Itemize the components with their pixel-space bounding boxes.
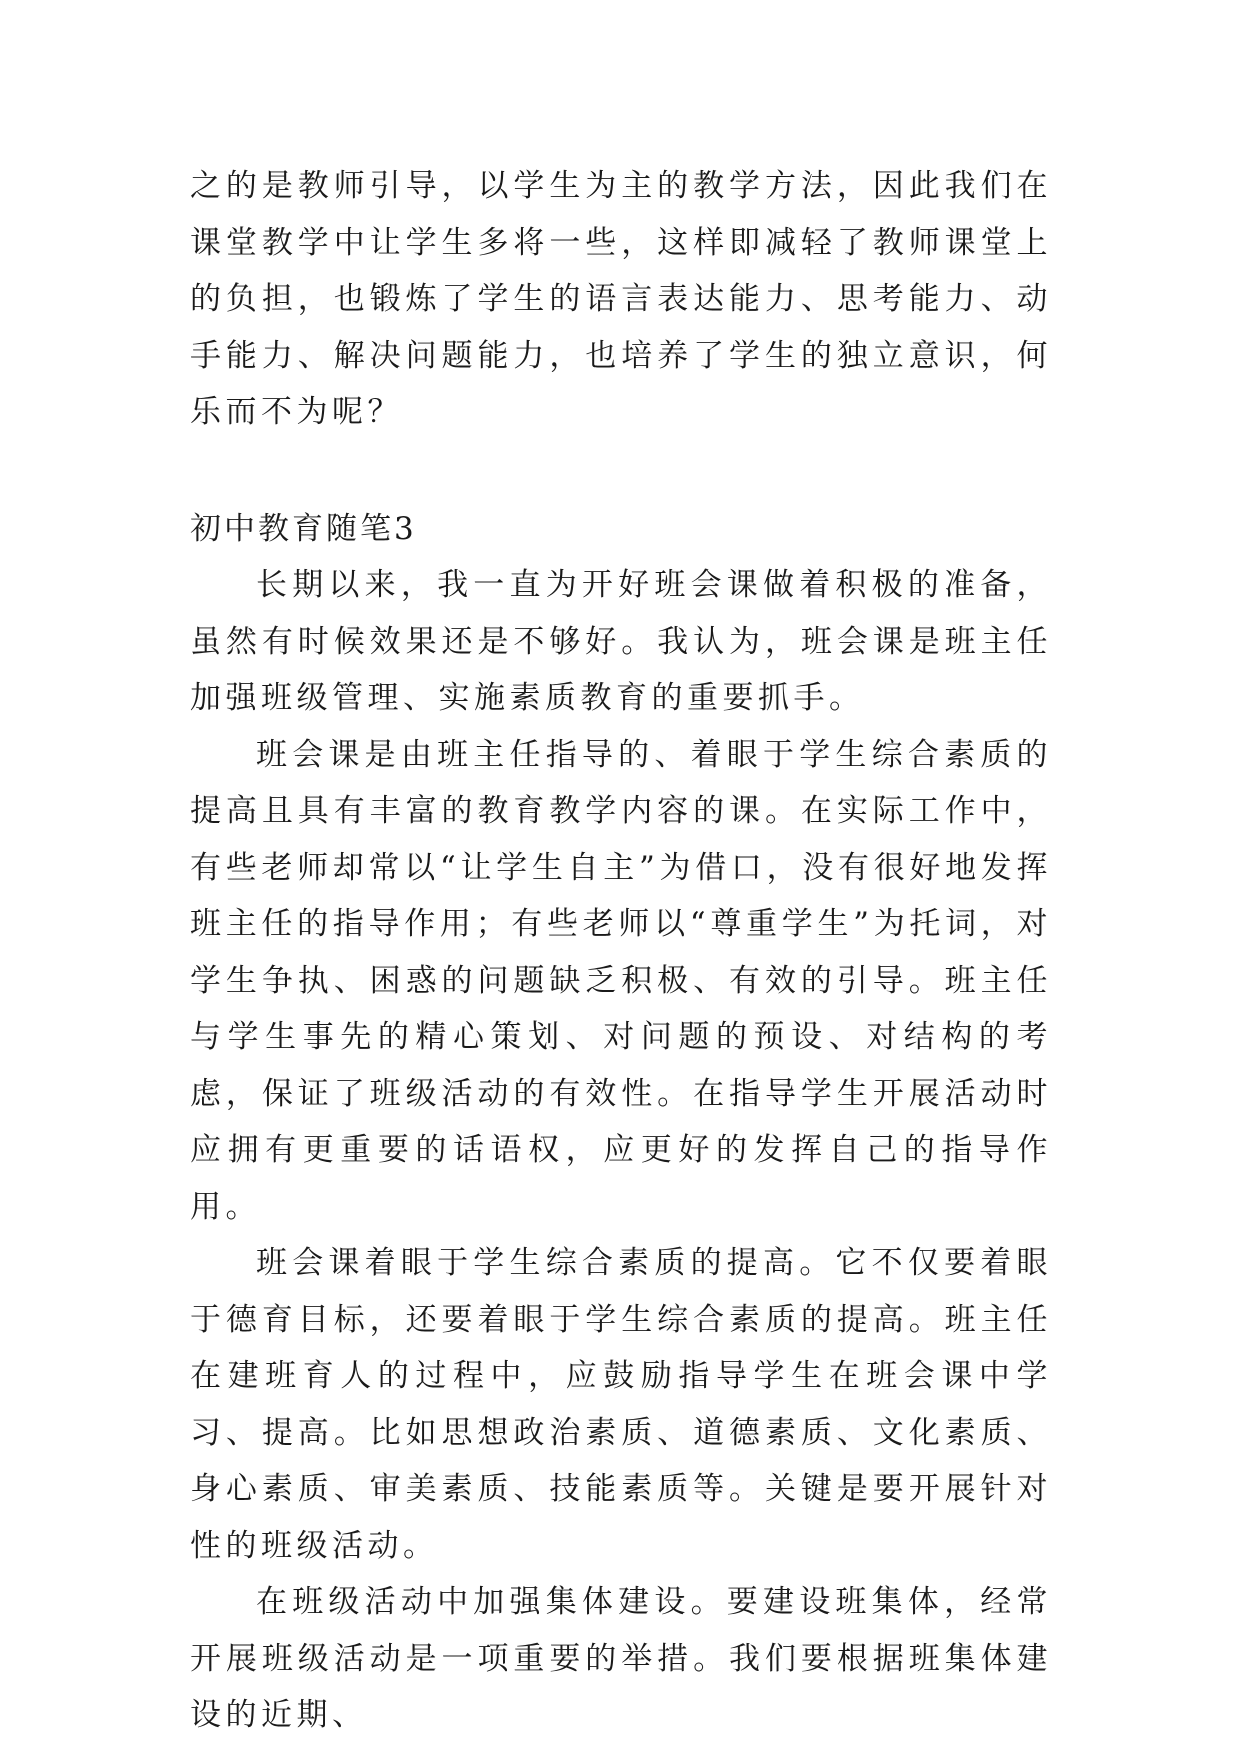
body-paragraph-4: 在班级活动中加强集体建设。要建设班集体，经常开展班级活动是一项重要的举措。我们要根据班集体建设的近期、 <box>190 1584 1052 1733</box>
section-heading: 初中教育随笔3 <box>190 510 417 547</box>
document-page <box>190 158 1052 1744</box>
body-paragraph-1: 长期以来，我一直为开好班会课做着积极的准备，虽然有时候效果还是不够好。我认为，班会课是班主任加强班级管理、实施素质教育的重要抓手。 <box>190 567 1052 716</box>
body-paragraph-3: 班会课着眼于学生综合素质的提高。它不仅要着眼于德育目标，还要着眼于学生综合素质的提高。班主任在建班育人的过程中，应鼓励指导学生在班会课中学习、提高。比如思想政治素质、道德素质、文化素质、身心素质、审美素质、技能素质等。关键是要开展针对性的班级活动。 <box>190 1245 1052 1564</box>
body-paragraph-2: 班会课是由班主任指导的、着眼于学生综合素质的提高且具有丰富的教育教学内容的课。在实际工作中，有些老师却常以“让学生自主”为借口，没有很好地发挥班主任的指导作用；有些老师以“尊重学生”为托词，对学生争执、困惑的问题缺乏积极、有效的引导。班主任与学生事先的精心策划、对问题的预设、对结构的考虑，保证了班级活动的有效性。在指导学生开展活动时应拥有更重要的话语权，应更好的发挥自己的指导作用。 <box>190 736 1052 1225</box>
intro-paragraph: 之的是教师引导，以学生为主的教学方法，因此我们在课堂教学中让学生多将一些，这样即减轻了教师课堂上的负担，也锻炼了学生的语言表达能力、思考能力、动手能力、解决问题能力，也培养了学生的独立意识，何乐而不为呢？ <box>190 168 1052 430</box>
